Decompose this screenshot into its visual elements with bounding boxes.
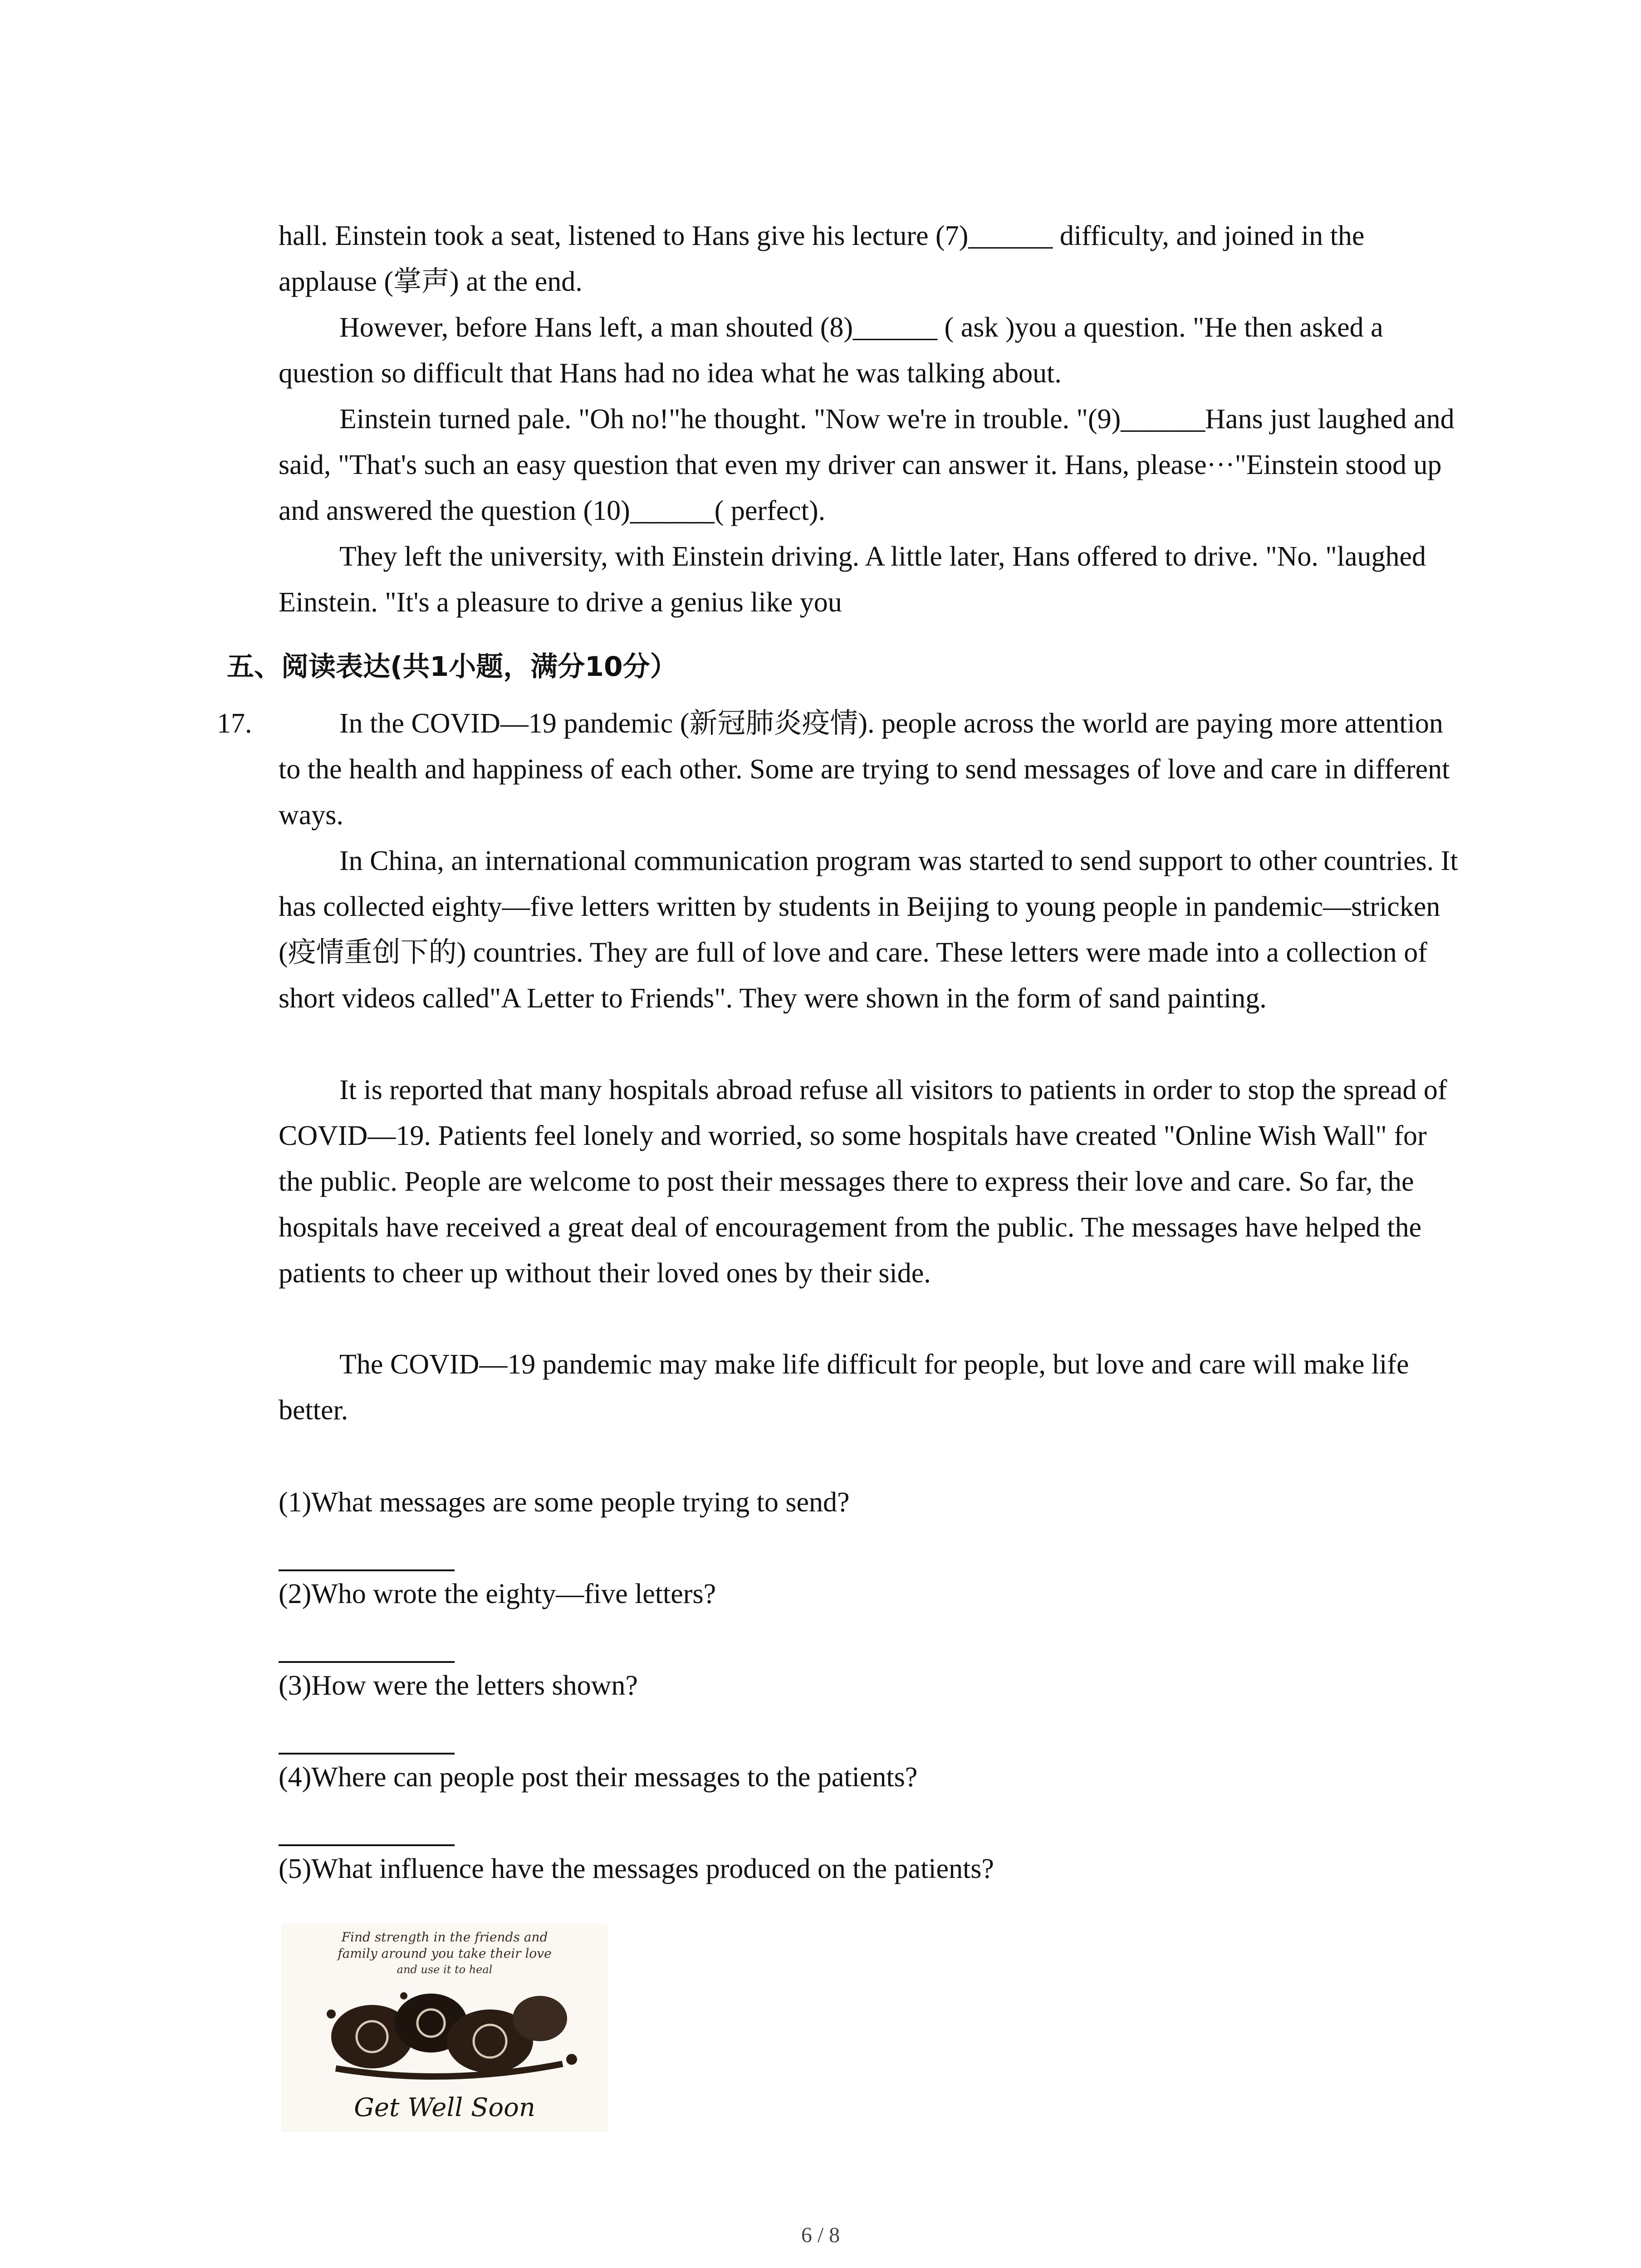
question: (5)What influence have the messages produced on the patients? bbox=[279, 1853, 994, 1884]
passage-paragraph: However, before Hans left, a man shouted (8)______ ( ask )you a question. "He then asked a question so difficult that Hans had no idea what he was talking about. bbox=[279, 312, 1383, 389]
question: (2)Who wrote the eighty—five letters? bbox=[279, 1579, 716, 1609]
reading-paragraph: In the COVID—19 pandemic (新冠肺炎疫情). people across the world are paying more attention to the health and happiness of each other. Some are trying to send messages of love and care in different ways. bbox=[279, 708, 1450, 831]
reading-paragraph: In China, an international communication program was started to send support to other countries. It has collected eighty—five letters written by students in Beijing to young people in pandemic—stricken (疫情重创下的) countries. They are full of love and care. These letters were made into a collection of short videos called"A Letter to Friends". They were shown in the form of sand painting. bbox=[279, 846, 1458, 1014]
reading-paragraph: It is reported that many hospitals abroad refuse all visitors to patients in order to stop the spread of COVID—19. Patients feel lonely and worried, so some hospitals have created "Online Wish Wall" for the public. People are welcome to post their messages there to express their love and care. So far, the hospitals have received a great deal of encouragement from the public. The messages have helped the patients to cheer up without their loved ones by their side. bbox=[279, 1075, 1447, 1289]
get-well-soon-card-image bbox=[281, 1923, 608, 2132]
passage-paragraph: They left the university, with Einstein driving. A little later, Hans offered to drive. "No. "laughed Einstein. "It's a pleasure to drive a genius like you bbox=[279, 541, 1426, 618]
card-top-text: Find strength in the friends and bbox=[341, 1930, 548, 1945]
question: (1)What messages are some people trying to send? bbox=[279, 1487, 850, 1518]
question: (4)Where can people post their messages to the patients? bbox=[279, 1762, 918, 1793]
card-top-text: family around you take their love bbox=[338, 1946, 552, 1961]
question-number: 17. bbox=[217, 708, 252, 739]
page-number: 6 / 8 bbox=[801, 2223, 840, 2247]
passage-paragraph: hall. Einstein took a seat, listened to Hans give his lecture (7)______ difficulty, and joined in the applause (掌声) at the end. bbox=[279, 220, 1365, 297]
section-heading: 五、阅读表达(共1小题，满分10分） bbox=[227, 651, 677, 683]
card-bottom-text: Get Well Soon bbox=[354, 2093, 535, 2122]
card-top-text: and use it to heal bbox=[397, 1963, 493, 1976]
passage-paragraph: Einstein turned pale. "Oh no!"he thought. "Now we're in trouble. "(9)______Hans just laughed and said, "That's such an easy question that even my driver can answer it. Hans, please···"Einstein stood up and answered the question (10)______( perfect). bbox=[279, 404, 1455, 526]
question: (3)How were the letters shown? bbox=[279, 1670, 638, 1701]
reading-paragraph: The COVID—19 pandemic may make life difficult for people, but love and care will make life better. bbox=[279, 1349, 1409, 1426]
